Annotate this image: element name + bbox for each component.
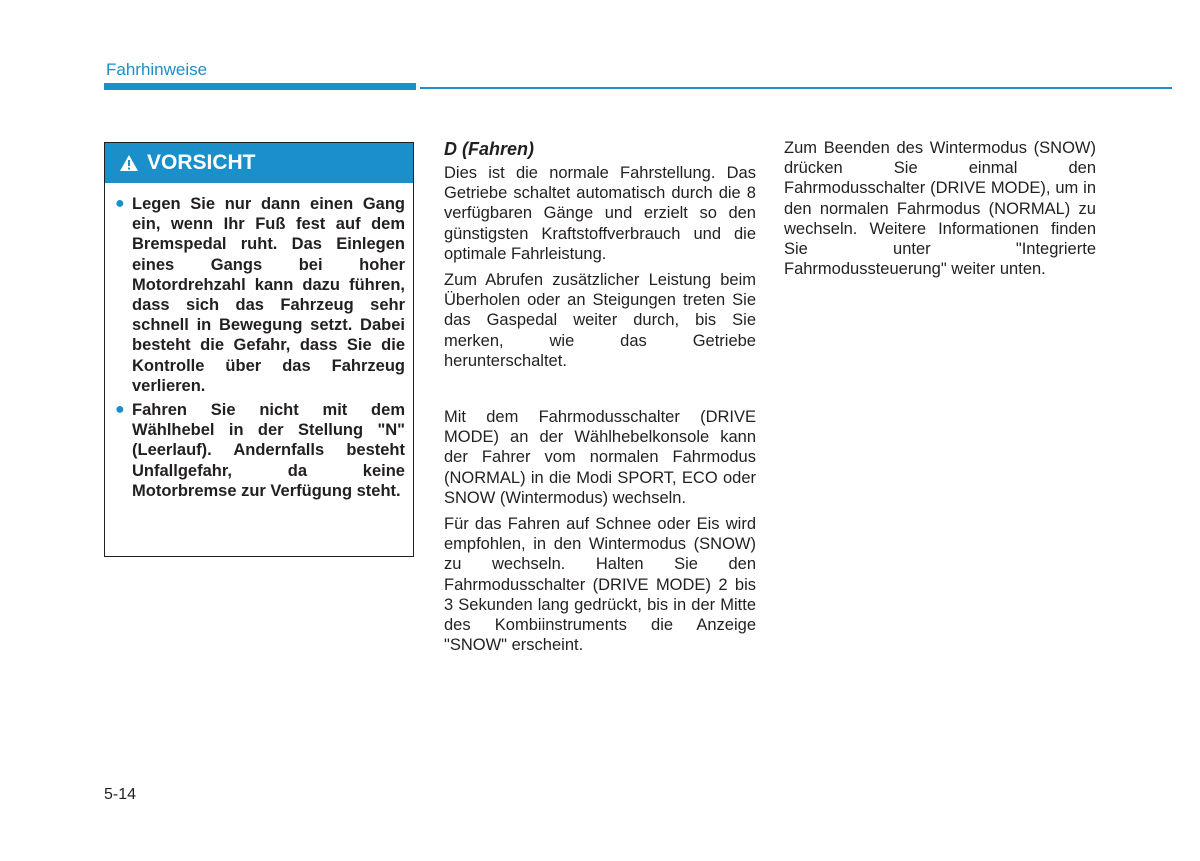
- header-rule-thick: [104, 83, 416, 90]
- caution-title: VORSICHT: [147, 151, 256, 174]
- page-number: 5-14: [104, 786, 137, 803]
- paragraph: Für das Fahren auf Schnee oder Eis wird empfohlen, in den Wintermodus (SNOW) zu wechseln. Halten Sie den Fahrmodusschalter (DRIVE MODE) 2 bis 3 Sekunden lang gedrückt, bis in der Mitte des Kombiinstruments die Anzeige "SNOW" erscheint.: [444, 515, 756, 655]
- column-right: [784, 138, 1096, 285]
- bullet-icon: ●: [115, 195, 125, 212]
- caution-item: [115, 194, 405, 396]
- spacer: [444, 377, 756, 407]
- paragraph: Zum Beenden des Wintermodus (SNOW) drücken Sie einmal den Fahrmodusschalter (DRIVE MODE), um in den normalen Fahrmodus (NORMAL) zu wechseln. Weitere Informationen finden Sie unter "Integrierte Fahrmodussteuerung" weiter unten.: [784, 139, 1096, 279]
- caution-header: [105, 143, 413, 183]
- paragraph: Zum Abrufen zusätzlicher Leistung beim Überholen oder an Steigungen treten Sie das Gaspedal weiter durch, bis Sie merken, wie das Getriebe herunterschaltet.: [444, 271, 756, 370]
- column-middle: [444, 138, 756, 661]
- paragraph: Mit dem Fahrmodusschalter (DRIVE MODE) an der Wählhebelkonsole kann der Fahrer vom normalen Fahrmodus (NORMAL) in die Modi SPORT, ECO oder SNOW (Wintermodus) wechseln.: [444, 408, 756, 507]
- caution-item-text: Fahren Sie nicht mit dem Wählhebel in der Stellung "N" (Leerlauf). Andernfalls besteht Unfallgefahr, da keine Motorbremse zur Verfügung steht.: [132, 401, 405, 500]
- paragraph: Dies ist die normale Fahrstellung. Das Getriebe schaltet automatisch durch die 8 verfügbaren Gänge und erzielt so den günstigsten Kraftstoffverbrauch und die optimale Fahrleistung.: [444, 164, 756, 263]
- bullet-icon: ●: [115, 401, 125, 419]
- caution-list: [105, 183, 413, 501]
- section-title: Fahrhinweise: [106, 60, 208, 79]
- caution-box: [104, 142, 414, 557]
- subheading-d-fahren: D (Fahren): [444, 139, 534, 159]
- caution-item-text: Legen Sie nur dann einen Gang ein, wenn Ihr Fuß fest auf dem Bremspedal ruht. Das Einlegen eines Gangs bei hoher Motordrehzahl kann dazu führen, dass sich das Fahrzeug sehr schnell in Bewegung setzt. Dabei besteht die Gefahr, dass Sie die Kontrolle über das Fahrzeug verlieren.: [132, 195, 405, 395]
- header-rule-thin: [420, 87, 1172, 89]
- caution-item: [115, 400, 405, 501]
- warning-triangle-icon: [119, 154, 139, 172]
